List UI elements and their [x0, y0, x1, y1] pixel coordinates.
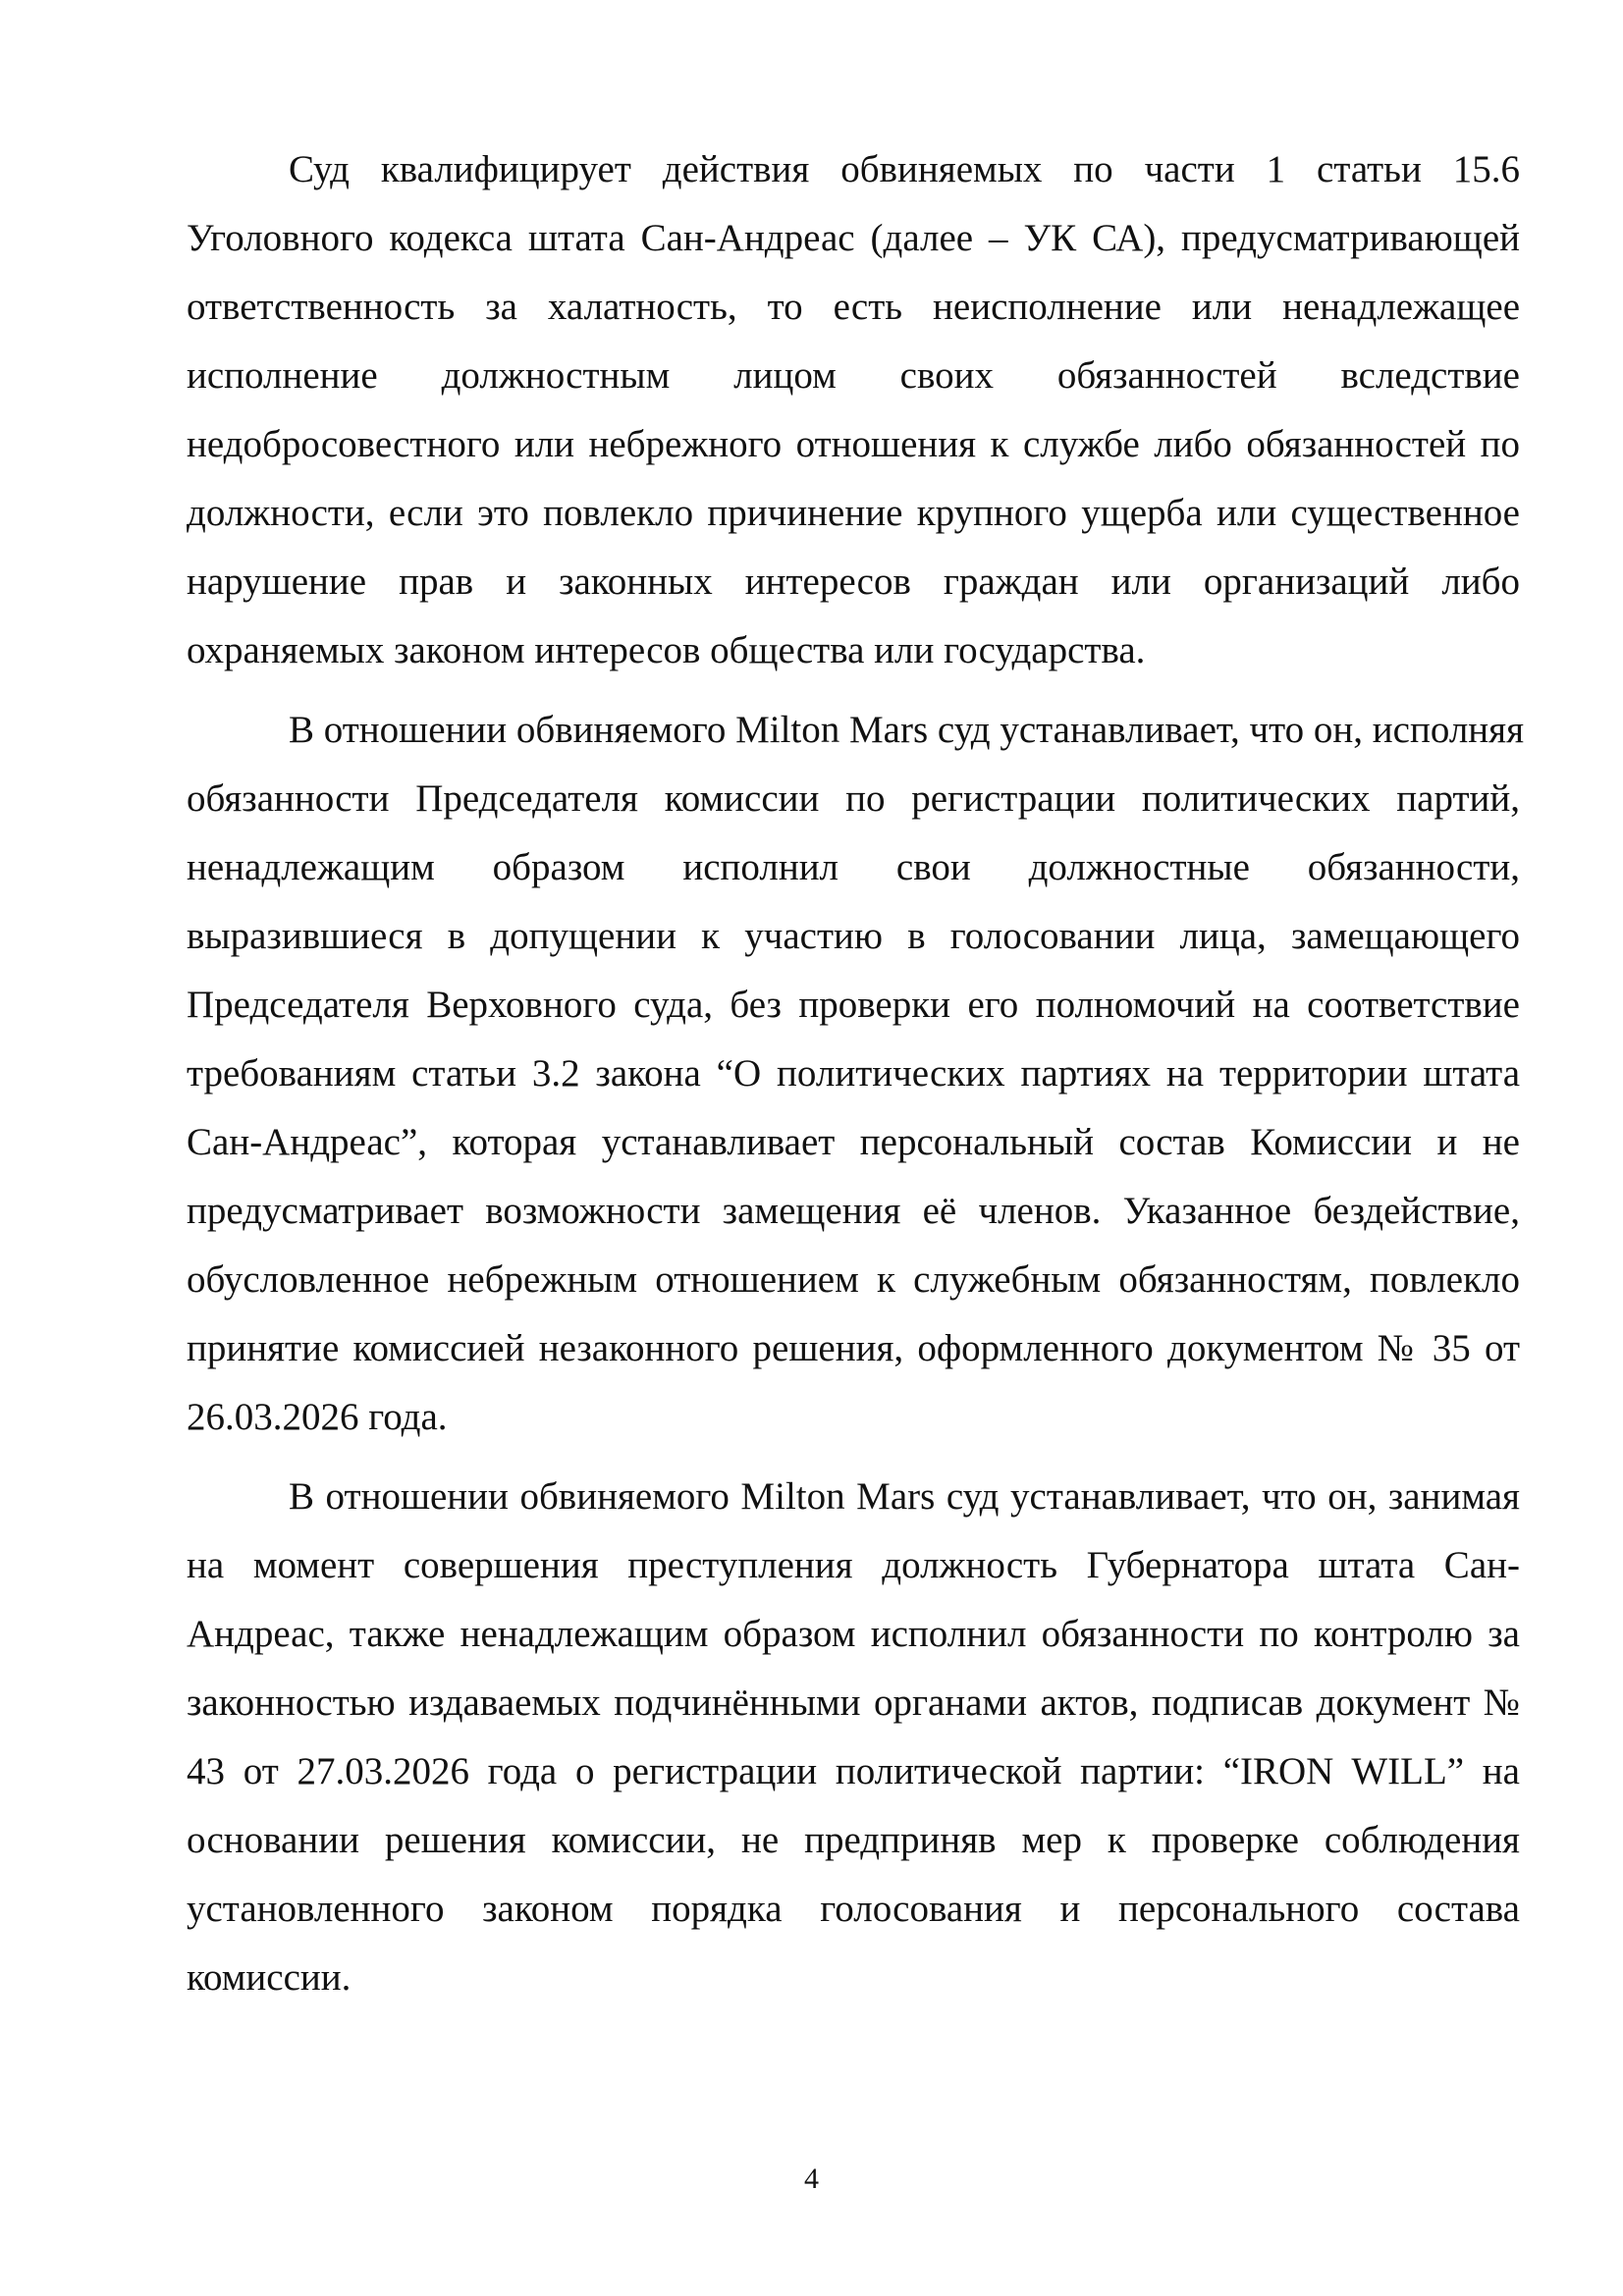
text-line: обязанности Председателя комиссии по регистрации политических партий,	[187, 777, 1520, 820]
paragraph	[187, 696, 1525, 1452]
text-line: Председателя Верховного суда, без проверки его полномочий на соответствие	[187, 984, 1520, 1026]
text-line: обусловленное небрежным отношением к служебным обязанностям, повлекло	[187, 1258, 1520, 1301]
text-line: комиссии.	[187, 1956, 352, 1999]
text-line: исполнение должностным лицом своих обязанностей вследствие	[187, 354, 1520, 397]
text-line: на момент совершения преступления должность Губернатора штата Сан-	[187, 1544, 1520, 1586]
document-page	[187, 135, 1525, 2023]
text-line: охраняемых законом интересов общества или государства.	[187, 629, 1146, 671]
text-line: принятие комиссией незаконного решения, оформленного документом № 35 от	[187, 1327, 1520, 1369]
text-line: Андреас, также ненадлежащим образом исполнил обязанности по контролю за	[187, 1613, 1520, 1655]
text-line: В отношении обвиняемого Milton Mars суд устанавливает, что он, исполняя	[289, 709, 1525, 751]
text-line: 26.03.2026 года.	[187, 1396, 448, 1438]
text-line: выразившиеся в допущении к участию в голосовании лица, замещающего	[187, 915, 1520, 957]
text-line: предусматривает возможности замещения её членов. Указанное бездействие,	[187, 1190, 1520, 1232]
text-line: ненадлежащим образом исполнил свои должностные обязанности,	[187, 846, 1520, 888]
text-line: нарушение прав и законных интересов граждан или организаций либо	[187, 561, 1520, 603]
text-line: должности, если это повлекло причинение крупного ущерба или существенное	[187, 492, 1520, 534]
text-line: 43 от 27.03.2026 года о регистрации политической партии: “IRON WILL” на	[187, 1750, 1520, 1792]
text-line: ответственность за халатность, то есть неисполнение или ненадлежащее	[187, 286, 1520, 328]
paragraph	[187, 135, 1520, 685]
text-line: Уголовного кодекса штата Сан-Андреас (далее – УК СА), предусматривающей	[187, 217, 1520, 259]
text-line: законностью издаваемых подчинёнными органами актов, подписав документ №	[187, 1682, 1520, 1724]
text-line: основании решения комиссии, не предприняв мер к проверке соблюдения	[187, 1819, 1520, 1861]
text-line: Суд квалифицирует действия обвиняемых по части 1 статьи 15.6	[289, 148, 1520, 190]
page-number: 4	[804, 2163, 819, 2195]
text-line: В отношении обвиняемого Milton Mars суд устанавливает, что он, занимая	[289, 1475, 1520, 1518]
text-line: недобросовестного или небрежного отношения к службе либо обязанностей по	[187, 423, 1520, 465]
text-line: установленного законом порядка голосования и персонального состава	[187, 1888, 1520, 1930]
text-line: требованиям статьи 3.2 закона “О политических партиях на территории штата	[187, 1052, 1520, 1095]
text-line: Сан-Андреас”, которая устанавливает персональный состав Комиссии и не	[187, 1121, 1520, 1163]
paragraph	[187, 1463, 1520, 2012]
